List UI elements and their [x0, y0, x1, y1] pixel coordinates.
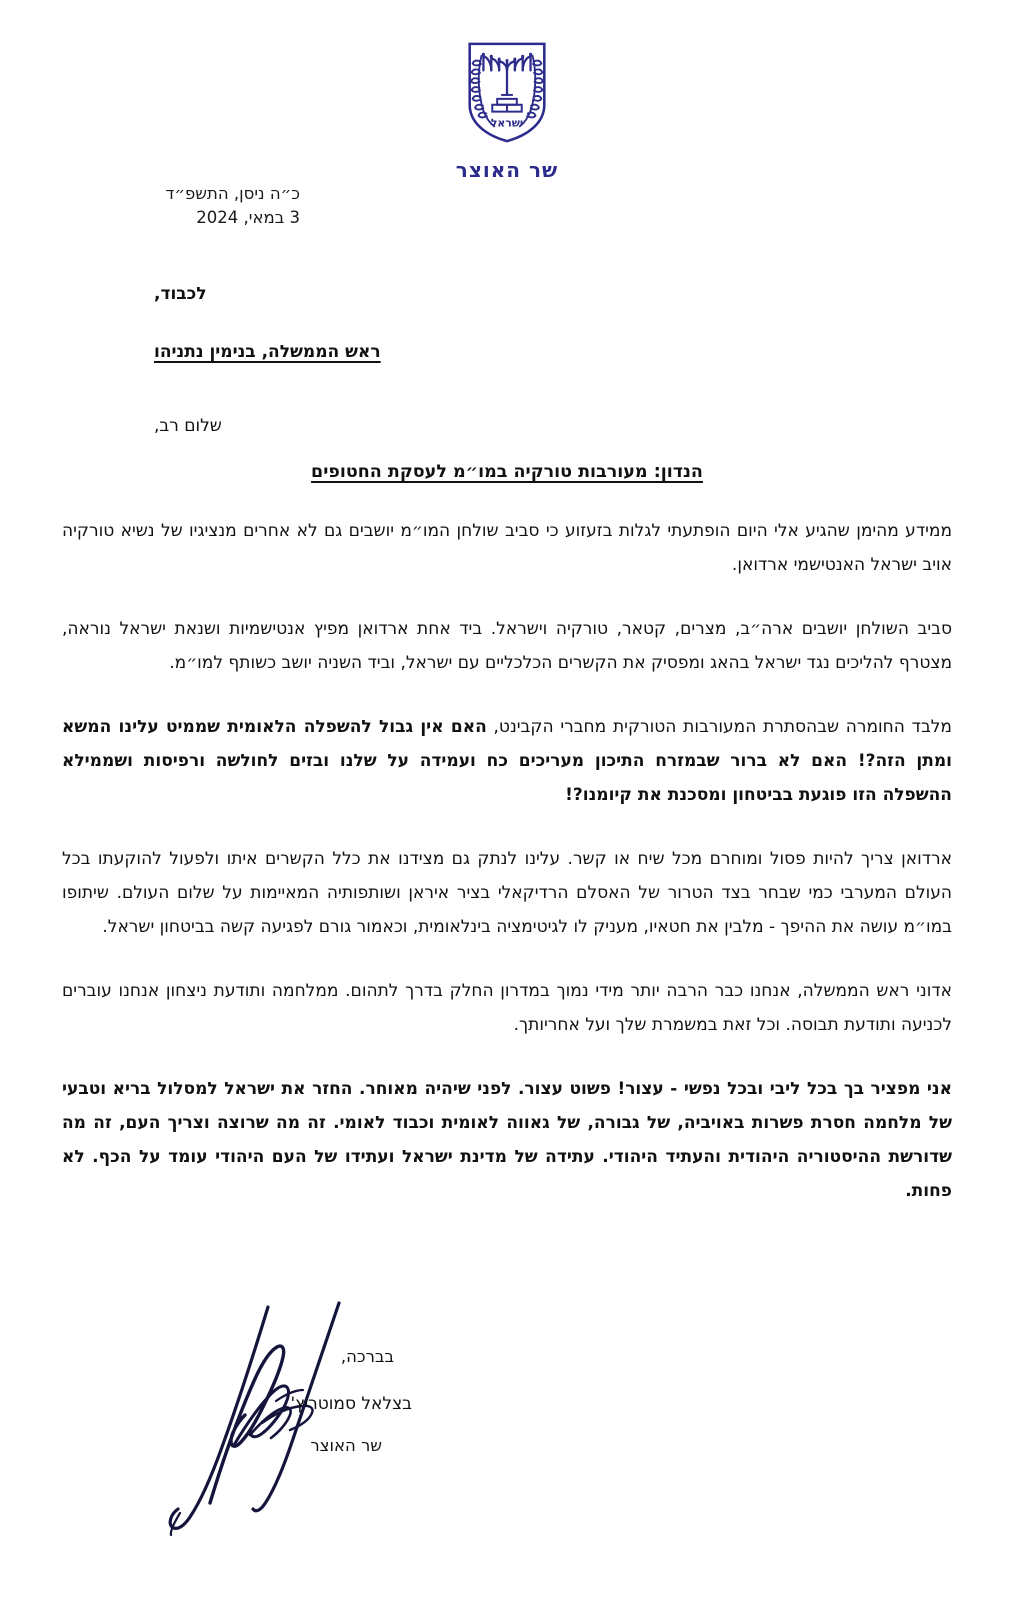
- signature-block: [0, 1295, 1014, 1555]
- paragraph-5: אדוני ראש הממשלה, אנחנו כבר הרבה יותר מידי נמוך במדרון החלק בדרך לתהום. ממלחמה ותודעת ניצחון אנחנו עוברים לכניעה ותודעת תבוסה. וכל זאת במשמרת שלך ועל אחריותך.: [62, 981, 952, 1035]
- paragraph-3: [62, 710, 952, 812]
- emblem-caption: ישראל: [490, 116, 524, 130]
- paragraph-1: ממידע מהימן שהגיע אלי היום הופתעתי לגלות בזעזוע כי סביב שולחן המו״מ יושבים גם לא אחרים מנציגיו של נשיא טורקיה אויב ישראל האנטישמי ארדואן.: [62, 521, 952, 575]
- date-hebrew: כ״ה ניסן, התשפ״ד: [165, 184, 300, 203]
- ministry-title: שר האוצר: [455, 158, 559, 182]
- signature-role: שר האוצר: [310, 1436, 382, 1455]
- letter-body: [62, 284, 952, 1238]
- paragraph-4: ארדואן צריך להיות פסול ומוחרם מכל שיח או קשר. עלינו לנתק גם מצידנו את כלל הקשרים איתו ולפעול להוקעתו בכל העולם המערבי כמי שבחר בצד הטרור של האסלם הרדיקאלי בציר איראן ושותפותיה המאיימות על שלום העולם. שיתופו במו״מ עושה את ההיפך - מלבין את חטאיו, מעניק לו לגיטימציה בינלאומית, וכאמור גורם לפגיעה קשה בביטחון ישראל.: [62, 849, 952, 937]
- subject-line: הנדון: מעורבות טורקיה במו״מ לעסקת החטופים: [311, 462, 703, 482]
- greeting-line: שלום רב,: [154, 416, 222, 436]
- emblem-container: [0, 38, 1014, 146]
- emblem-of-israel-icon: [461, 38, 553, 146]
- paragraph-2: סביב השולחן יושבים ארה״ב, מצרים, קטאר, טורקיה וישראל. ביד אחת ארדואן מפיץ אנטישמיות ושנאת ישראל נוראה, מצטרף להליכים נגד ישראל בהאג ומפסיק את הקשרים הכלכליים עם ישראל, וביד השניה יושב כשותף למו״מ.: [62, 619, 952, 673]
- paragraph-3-emphasis: האם אין גבול להשפלה הלאומית שממיט עלינו המשא ומתן הזה?! האם לא ברור שבמזרח התיכון מעריכים כח ועמידה על שלנו ובזים לחולשה ורפיסות ושממילא ההשפלה הזו פוגעת בביטחון ומסכנת את קיומנו?!: [62, 717, 952, 805]
- signature-closing: בברכה,: [340, 1347, 394, 1366]
- date-block: [60, 182, 300, 230]
- signature-text: [232, 1347, 412, 1455]
- paragraph-6: אני מפציר בך בכל ליבי ובכל נפשי - עצור! פשוט עצור. לפני שיהיה מאוחר. החזר את ישראל למסלול בריא וטבעי של מלחמה חסרת פשרות באויביה, של גבורה, של גאווה לאומית וכבוד לאומי. זה מה שרוצה וצריך העם, זה מה שדורשת ההיסטוריה היהודית והעתיד היהודי. עתידה של מדינת ישראל ועתידו של העם היהודי עומד על הכף. לא פחות.: [62, 1079, 952, 1201]
- addressee-label: לכבוד,: [154, 284, 207, 304]
- signature-name: בצלאל סמוטריץ': [290, 1394, 412, 1414]
- letterhead: [0, 0, 1014, 182]
- addressee-name: ראש הממשלה, בנימין נתניהו: [154, 342, 381, 362]
- paragraph-3-lead: מלבד החומרה שבהסתרת המעורבות הטורקית מחברי הקבינט,: [486, 717, 952, 737]
- date-gregorian: 3 במאי, 2024: [196, 207, 300, 227]
